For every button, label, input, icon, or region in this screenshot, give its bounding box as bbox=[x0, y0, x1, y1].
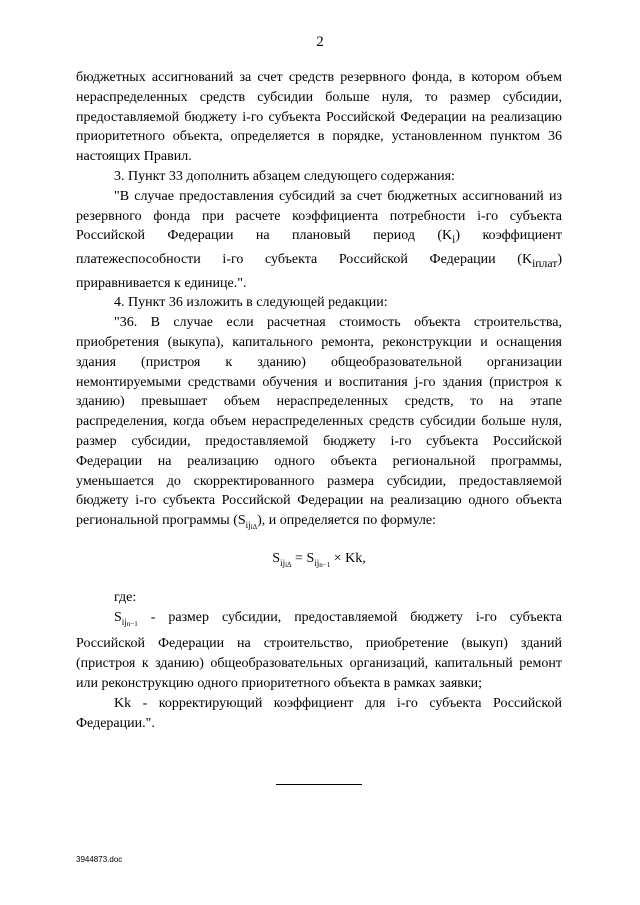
item-36-part-b: ), и определяется по формуле: bbox=[257, 513, 436, 529]
end-rule bbox=[276, 784, 362, 785]
definition-kk: Kk - корректирующий коэффициент для i-го субъекта Российской Федерации.". bbox=[76, 695, 562, 731]
paragraph-item-4: 4. Пункт 36 изложить в следующей редакции: bbox=[114, 295, 388, 311]
paragraph-quote-33 bbox=[76, 187, 562, 294]
quote-33-part-b: ) коэффициент платежеспособности i-го субъекта Российской Федерации (K bbox=[76, 228, 563, 267]
k-subscript-i: i bbox=[452, 233, 456, 247]
quote-33-part-c: ) приравнивается к единице.". bbox=[76, 251, 562, 291]
paragraph-item-36 bbox=[76, 313, 562, 538]
definition-symbol-s: $S_{ijn-1}$ bbox=[114, 609, 138, 628]
where-label: где: bbox=[114, 589, 137, 605]
inline-symbol-s: $S_{iji\Delta}$ bbox=[237, 513, 258, 532]
paragraph-continuation: бюджетных ассигнований за счет средств резервного фонда, в котором объем нераспределенных средств субсидии больше нуля, то размер субсидии, предоставляемой бюджету i-го субъекта Российской Федерации на реализацию приоритетного объекта, определяется в порядке, установленном пунктом 36 настоящих Правил. bbox=[76, 70, 562, 165]
quote-33-part-a: "В случае предоставления субсидий за счет бюджетных ассигнований из резервного фонда при расчете коэффициента потребности i-го субъекта Российской Федерации на плановый период (K bbox=[76, 188, 562, 244]
k-subscript-iplat: iплат bbox=[532, 256, 558, 270]
paragraph-item-3: 3. Пункт 33 дополнить абзацем следующего содержания: bbox=[114, 168, 455, 184]
formula: $S_{iji\Delta} = S_{ijn-1} \times Kk$, bbox=[272, 550, 366, 569]
document-id: 3944873.doc bbox=[76, 855, 123, 864]
document-body bbox=[76, 68, 562, 733]
definition-s-text: - размер субсидии, предоставляемой бюджету i-го субъекта Российской Федерации на строительство, приобретение (выкуп) зданий (пристроя к зданию) общеобразовательных организаций, капитальный ремонт или реконструкцию одного приоритетного объекта в рамках заявки; bbox=[76, 609, 562, 691]
definition-s bbox=[76, 608, 562, 694]
page-number: 2 bbox=[316, 34, 324, 50]
item-36-part-a: "36. В случае если расчетная стоимость объекта строительства, приобретения (выкупа), капитального ремонта, реконструкции и оснащения здания (пристроя к зданию) общеобразовательной организации немонтируемыми средствами обучения и воспитания j-го здания (пристроя к зданию) превышает объем нераспределенных средств, то на этапе распределения, когда объем нераспределенных средств субсидии больше нуля, размер субсидии, предоставляемой бюджету i-го субъекта Российской Федерации на реализацию одного объекта региональной программы, уменьшается до скорректированного размера субсидии, предоставляемой бюджету i-го субъекта Российской Федерации на реализацию одного объекта региональной программы ( bbox=[76, 315, 562, 529]
